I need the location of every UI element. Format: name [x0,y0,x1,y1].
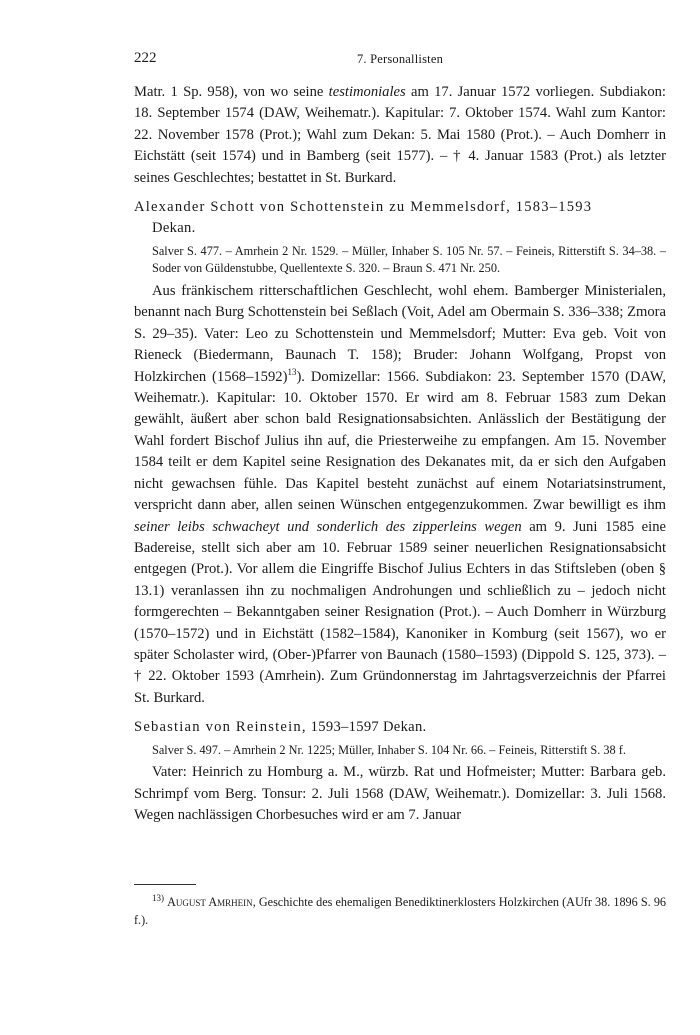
entry-text-reinstein: Vater: Heinrich zu Homburg a. M., würzb. Rat und Hofmeister; Mutter: Barbara geb. Schrimpf vom Berg. Tonsur: 2. Juli 1568 (DAW, Weihematr.). Domizellar: 3. Juli 1568. Wegen nachlässigen Chorbesuches wird er am 7. Januar [134,764,666,823]
footnote-marker: 13) [152,892,164,903]
page-number: 222 [134,50,157,66]
entry-text-schott [134,281,666,709]
entry-title-schott-name: Alexander Schott von Schottenstein zu Memmelsdorf, 1583–1593 [134,199,593,216]
entry-title-reinstein [134,717,666,738]
footnote-text: , Geschichte des ehemaligen Benediktinerklosters Holzkirchen (AUfr 38. 1896 S. 96 f.). [134,895,667,927]
body-text [134,82,666,826]
schott-text-2: ). Domizellar: 1566. Subdiakon: 23. September 1570 (DAW, Weihematr.). Kapitular: 10. Oktober 1570. Er wird am 8. Februar 1583 zum Dekan gewählt, äußert aber schon bald Resignationsabsichten. Anlässlich der Bestätigung der Wahl fordert Bischof Julius ihn auf, die Priesterweihe zu empfangen. Am 15. November 1584 teilt er dem Kapitel seine Resignation des Dekanates mit, da er sich den Aufgaben nicht gewachsen fühle. Das Kapitel besteht zunächst auf einem Notariatsinstrument, verspricht dann aber, allen seinen Wünschen entgegenzukommen. Zwar bewilligt es ihm [134,368,666,514]
intro-paragraph [134,82,666,189]
page-header [134,50,666,70]
entry-title-reinstein-name: Sebastian von Reinstein, [134,719,307,736]
footnote-author: August Amrhein [167,895,253,909]
intro-text-2: am 17. Januar 1572 vorliegen. Subdiakon: 18. September 1574 (DAW, Weihematr.). Kapitular: 7. Oktober 1574. Wahl zum Kantor: 22. November 1578 (Prot.); Wahl zum Dekan: 5. Mai 1580 (Prot.). – Auch Domherr in Eichstätt (seit 1574) und in Bamberg (seit 1577). – † 4. Januar 1583 (Prot.) als letzter seines Geschlechtes; bestattet in St. Burkard. [134,84,666,186]
footnote-13 [134,893,666,929]
schott-text-1: Aus fränkischem ritterschaftlichen Geschlecht, wohl ehem. Bamberger Ministerialen, benannt nach Burg Schottenstein bei Seßlach (Voit, Adel am Obermain S. 336–338; Zmora S. 29–35). Vater: Leo zu Schottenstein und Memmelsdorf; Mutter: Eva geb. Voit von Rieneck (Biedermann, Baunach T. 158); Bruder: Johann Wolfgang, Propst von Holzkirchen (1568–1592) [134,283,666,385]
intro-italic-term: testimoniales [328,84,406,100]
running-head: 7. Personallisten [356,52,444,66]
intro-text-1: Matr. 1 Sp. 958), von wo seine [134,84,329,100]
entry-title-reinstein-role: 1593–1597 Dekan. [306,719,427,736]
schott-text-3: am 9. Juni 1585 eine Badereise, stellt sich aber am 10. Februar 1589 seiner neuerlichen Resignationsabsicht entgegen (Prot.). Vor allem die Eingriffe Bischof Julius Echters in das Stiftsleben (oben § 13.1) veranlassen ihn zu nochmaligen Androhungen und schließlich zu – jedoch nicht formgerechten – Bekanntgaben seiner Resignation (Prot.). – Auch Domherr in Würzburg (1570–1572) und in Eichstätt (1582–1584), Kanoniker in Komburg (seit 1567), wo er später Scholaster wird, (Ober-)Pfarrer von Baunach (1580–1593) (Dippold S. 125, 373). – † 22. Oktober 1593 (Amrhein). Zum Gründonnerstag im Jahrtagsverzeichnis der Pfarrei St. Burkard. [134,518,666,706]
entry-title-schott-role: Dekan. [152,220,196,237]
footnote-divider [134,884,196,885]
entry-title-schott [134,197,666,240]
footnote-reference: 13 [287,366,297,377]
entry-sources-schott: Salver S. 477. – Amrhein 2 Nr. 1529. – Müller, Inhaber S. 105 Nr. 57. – Feineis, Ritterstift S. 34–38. – Soder von Güldenstubbe, Quellentexte S. 320. – Braun S. 471 Nr. 250. [152,243,666,276]
entry-sources-reinstein: Salver S. 497. – Amrhein 2 Nr. 1225; Müller, Inhaber S. 104 Nr. 66. – Feineis, Ritterstift S. 38 f. [152,742,626,757]
schott-italic-quote: seiner leibs schwacheyt und sonderlich des zipperleins wegen [134,518,522,535]
